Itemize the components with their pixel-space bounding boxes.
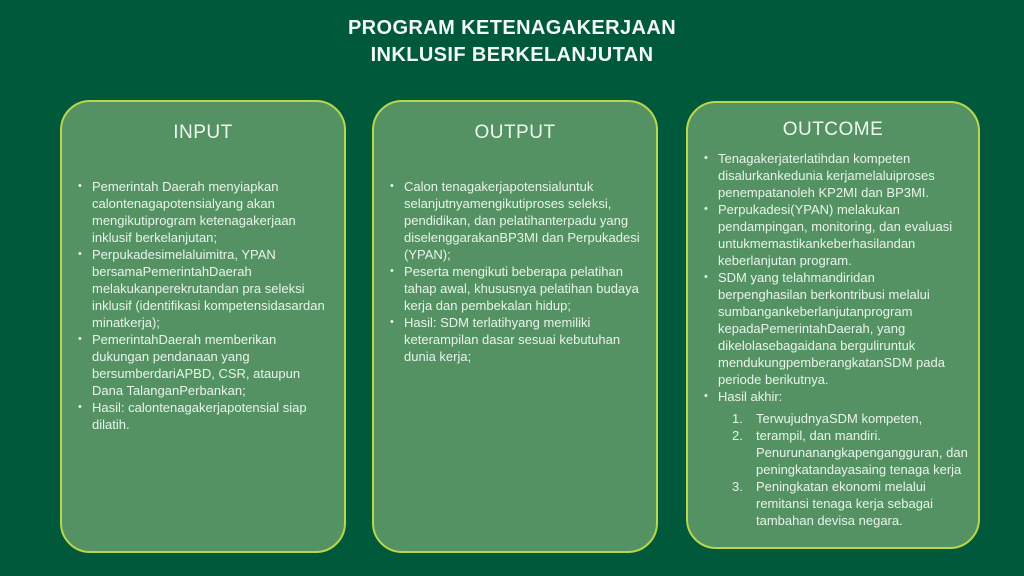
list-item [390,263,644,314]
bullet-marker: • [78,248,82,260]
slide-title [0,15,1024,69]
card-output-title: OUTPUT [474,122,556,143]
bullet-marker: • [390,180,394,192]
bullet-marker: • [78,401,82,413]
card-output-bullet-list [374,178,656,365]
bullet-marker: • [390,265,394,277]
item-number: 1. [732,411,743,426]
list-item [704,388,966,405]
bullet-text: Perpukadesi(YPAN) melakukan pendampingan, monitoring, dan evaluasi untukmemastikankeberhasilandan keberlanjutan program. [718,202,953,268]
card-input-bullet-list [62,178,344,433]
bullet-marker: • [704,152,708,164]
numbered-item [732,427,968,478]
item-text: terampil, dan mandiri. Penurunanangkapengangguran, dan peningkatandayasaing tenaga kerja [756,428,968,477]
bullet-text: Calon tenagakerjapotensialuntuk selanjutnyamengikutiproses seleksi, pendidikan, dan pelatihanterpadu yang diselenggarakanBP3MI dan Perpukadesi (YPAN); [404,179,640,262]
item-text: Peningkatan ekonomi melalui remitansi tenaga kerja sebagai tambahan devisa negara. [756,479,934,528]
bullet-marker: • [78,333,82,345]
bullet-text: PemerintahDaerah memberikan dukungan pendanaan yang bersumberdariAPBD, CSR, ataupun Dana TalanganPerbankan; [92,332,301,398]
bullet-text: Tenagakerjaterlatihdan kompeten disalurkankedunia kerjamelaluiproses penempatanoleh KP2MI dan BP3MI. [718,151,935,200]
bullet-marker: • [390,316,394,328]
card-outcome-bullet-list [688,150,978,405]
list-item [78,399,332,433]
bullet-text: Hasil: SDM terlatihyang memiliki keterampilan dasar sesuai kebutuhan dunia kerja; [404,315,621,364]
card-outcome-numbered-list [732,410,968,529]
card-input [60,100,346,553]
list-item [704,269,966,388]
list-item [704,150,966,201]
bullet-marker: • [78,180,82,192]
list-item [78,331,332,399]
bullet-text: SDM yang telahmandiridan berpenghasilan berkontribusi melalui sumbangankeberlanjutanprogram kepadaPemerintahDaerah, yang dikelolasebagaidana berguliruntuk mendukungpemberangkatanSDM pada periode berikutnya. [718,270,945,387]
item-number: 3. [732,479,743,494]
bullet-text: Perpukadesimelaluimitra, YPAN bersamaPemerintahDaerah melakukanperekrutandan pra seleksi inklusif (identifikasi kompetensidasardan minatkerja); [92,247,325,330]
item-number: 2. [732,428,743,443]
bullet-text: Hasil: calontenagakerjapotensial siap dilatih. [92,400,307,432]
bullet-marker: • [704,390,708,402]
list-item [78,246,332,331]
list-item [704,201,966,269]
slide-title-line2: INKLUSIF BERKELANJUTAN [370,44,654,66]
card-input-title: INPUT [173,122,233,143]
slide-title-line1: PROGRAM KETENAGAKERJAAN [347,17,677,39]
bullet-text: Hasil akhir: [718,389,783,404]
list-item [78,178,332,246]
bullet-marker: • [704,271,708,283]
numbered-item [732,410,968,427]
bullet-text: Peserta mengikuti beberapa pelatihan tahap awal, khususnya pelatihan budaya kerja dan pembekalan hidup; [404,264,639,313]
card-outcome-title: OUTCOME [782,119,884,140]
numbered-item [732,478,968,529]
card-outcome [686,101,980,549]
list-item [390,314,644,365]
bullet-marker: • [704,203,708,215]
item-text: TerwujudnyaSDM kompeten, [756,411,923,426]
card-output [372,100,658,553]
bullet-text: Pemerintah Daerah menyiapkan calontenagapotensialyang akan mengikutiprogram ketenagakerjaan inklusif berkelanjutan; [92,179,296,245]
list-item [390,178,644,263]
